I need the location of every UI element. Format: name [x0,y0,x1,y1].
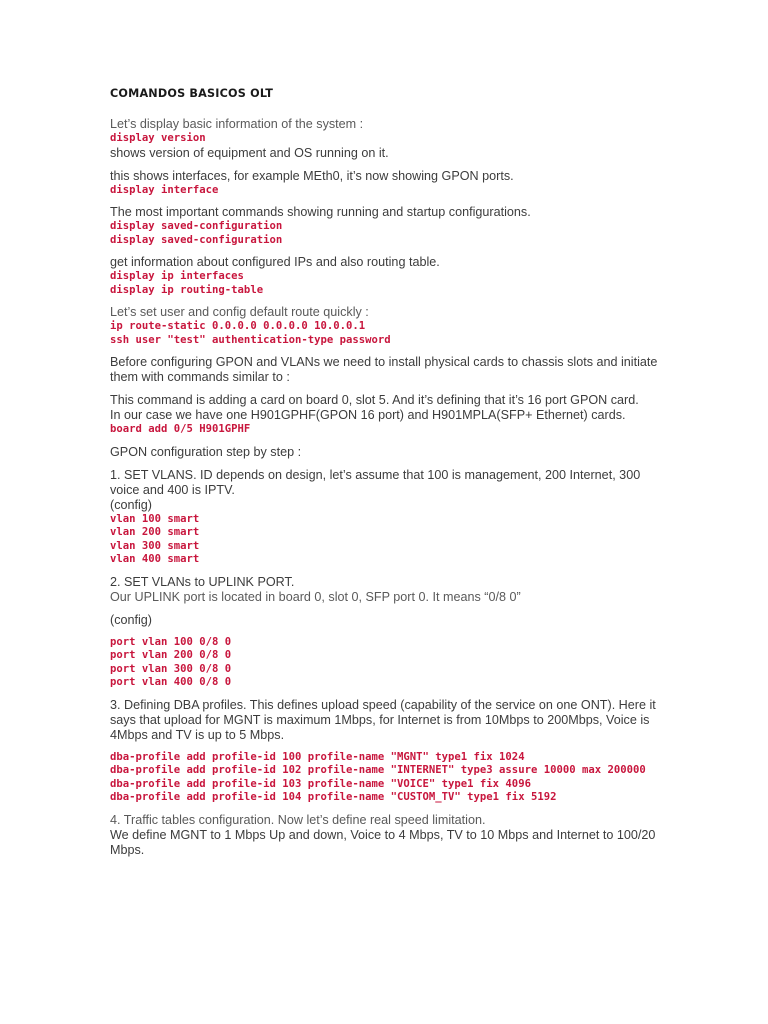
command-line: dba-profile add profile-id 104 profile-name "CUSTOM_TV" type1 fix 5192 [110,791,557,803]
command-line: port vlan 400 0/8 0 [110,676,232,688]
paragraph: We define MGNT to 1 Mbps Up and down, Voice to 4 Mbps, TV to 10 Mbps and Internet to 100/20 Mbps. [110,827,656,857]
section-gpon-steps [110,445,670,460]
document-title: COMANDOS BASICOS OLT [110,87,274,100]
section-user-route [110,305,670,347]
paragraph: Let’s set user and config default route quickly : [110,305,369,319]
section-uplink-port [110,575,670,690]
paragraph: 2. SET VLANs to UPLINK PORT. [110,574,295,589]
command-line: display saved-configuration [110,233,283,246]
section-system-info [110,117,670,161]
command-line: port vlan 200 0/8 0 [110,649,232,661]
command-line: vlan 400 smart [110,553,200,565]
paragraph: 1. SET VLANS. ID depends on design, let’s assume that 100 is management, 200 Internet, 300 voice and 400 is IPTV. [110,467,641,497]
command-line: port vlan 100 0/8 0 [110,635,232,648]
paragraph: The most important commands showing running and startup configurations. [110,205,531,219]
command-line: vlan 200 smart [110,526,200,538]
command-line: dba-profile add profile-id 103 profile-name "VOICE" type1 fix 4096 [110,777,531,790]
paragraph: get information about configured IPs and also routing table. [110,255,440,269]
command-line: display saved-configuration [110,220,283,232]
paragraph: Our UPLINK port is located in board 0, slot 0, SFP port 0. It means “0/8 0” [110,589,521,604]
command-line: dba-profile add profile-id 100 profile-name "MGNT" type1 fix 1024 [110,750,525,763]
section-interfaces [110,169,670,198]
document-page [110,86,670,866]
section-cards-intro [110,355,670,385]
paragraph: GPON configuration step by step : [110,444,302,459]
command-line: vlan 300 smart [110,539,200,552]
paragraph: In our case we have one H901GPHF(GPON 16 port) and H901MPLA(SFP+ Ethernet) cards. [110,408,626,422]
paragraph: 4. Traffic tables configuration. Now let’s define real speed limitation. [110,812,486,827]
command-line: ip route-static 0.0.0.0 0.0.0.0 10.0.0.1 [110,320,366,332]
command-line: display interface [110,183,219,196]
paragraph: This command is adding a card on board 0, slot 5. And it’s defining that it’s 16 port GPON card. [110,393,639,407]
paragraph: shows version of equipment and OS running on it. [110,145,389,160]
paragraph: Let’s display basic information of the system : [110,117,364,131]
section-configurations [110,205,670,247]
section-board-add [110,393,670,437]
paragraph: this shows interfaces, for example MEth0, it’s now showing GPON ports. [110,168,514,183]
command-line: vlan 100 smart [110,512,200,525]
section-ip-info [110,255,670,297]
command-line: display ip interfaces [110,270,244,282]
config-label: (config) [110,497,152,512]
command-line: display version [110,132,206,144]
command-line: board add 0/5 H901GPHF [110,423,251,435]
paragraph: 3. Defining DBA profiles. This defines upload speed (capability of the service on one ONT). Here it says that upload for MGNT is maximum 1Mbps, for Internet is from 10Mbps to 200Mbps, Voice is 4Mbps and TV is up to 5 Mbps. [110,697,656,742]
command-line: ssh user "test" authentication-type password [110,333,391,346]
paragraph: Before configuring GPON and VLANs we need to install physical cards to chassis slots and initiate them with commands similar to : [110,355,658,384]
section-traffic-tables [110,813,670,858]
command-line: port vlan 300 0/8 0 [110,662,232,675]
command-line: dba-profile add profile-id 102 profile-name "INTERNET" type3 assure 10000 max 200000 [110,764,646,776]
section-set-vlans [110,468,670,567]
command-line: display ip routing-table [110,283,264,296]
section-dba-profiles [110,698,670,805]
config-label: (config) [110,612,152,627]
